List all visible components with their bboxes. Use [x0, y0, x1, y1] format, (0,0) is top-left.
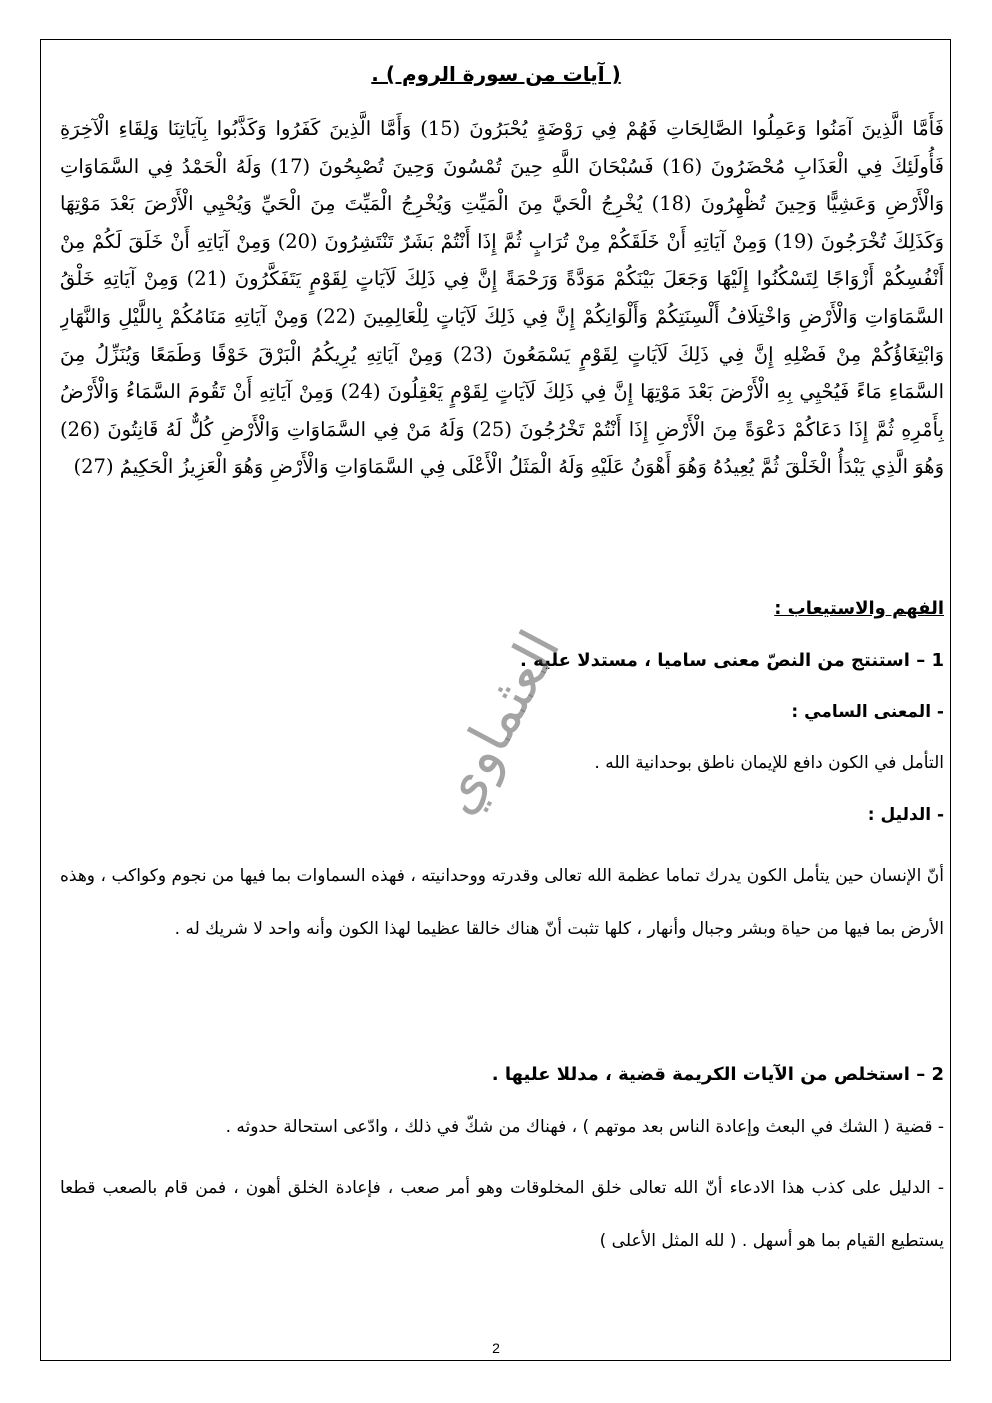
document-title: ( آيات من سورة الروم ) .	[371, 62, 621, 86]
meaning-label: - المعنى السامي :	[791, 702, 944, 722]
meaning-text: التأمل في الكون دافع للإيمان ناطق بوحدانية الله .	[594, 753, 944, 773]
issue-text: - قضية ( الشك في البعث وإعادة الناس بعد موتهم ) ، فهناك من شكّ في ذلك ، وادّعى استحالة حدوثه .	[225, 1117, 944, 1137]
evidence-label: - الدليل :	[867, 805, 944, 825]
question-1: 1 – استنتج من النصّ معنى ساميا ، مستدلا عليه .	[519, 650, 944, 671]
quran-verses: فَأَمَّا الَّذِينَ آمَنُوا وَعَمِلُوا الصَّالِحَاتِ فَهُمْ فِي رَوْضَةٍ يُحْبَرُونَ (15) وَأَمَّا الَّذِينَ كَفَرُوا وَكَذَّبُوا بِآيَاتِنَا وَلِقَاءِ الْآخِرَةِ فَأُولَئِكَ فِي الْعَذَابِ مُحْضَرُونَ (16) فَسُبْحَانَ اللَّهِ حِينَ تُمْسُونَ وَحِينَ تُصْبِحُونَ (17) وَلَهُ الْحَمْدُ فِي السَّمَاوَاتِ وَالْأَرْضِ وَعَشِيًّا وَحِينَ تُظْهِرُونَ (18) يُخْرِجُ الْحَيَّ مِنَ الْمَيِّتِ وَيُخْرِجُ الْمَيِّتَ مِنَ الْحَيِّ وَيُحْيِي الْأَرْضَ بَعْدَ مَوْتِهَا وَكَذَلِكَ تُخْرَجُونَ (19) وَمِنْ آيَاتِهِ أَنْ خَلَقَكُمْ مِنْ تُرَابٍ ثُمَّ إِذَا أَنْتُمْ بَشَرٌ تَنْتَشِرُونَ (20) وَمِنْ آيَاتِهِ أَنْ خَلَقَ لَكُمْ مِنْ أَنْفُسِكُمْ أَزْوَاجًا لِتَسْكُنُوا إِلَيْهَا وَجَعَلَ بَيْنَكُمْ مَوَدَّةً وَرَحْمَةً إِنَّ فِي ذَلِكَ لَآيَاتٍ لِقَوْمٍ يَتَفَكَّرُونَ (21) وَمِنْ آيَاتِهِ خَلْقُ السَّمَاوَاتِ وَالْأَرْضِ وَاخْتِلَافُ أَلْسِنَتِكُمْ وَأَلْوَانِكُمْ إِنَّ فِي ذَلِكَ لَآيَاتٍ لِلْعَالِمِينَ (22) وَمِنْ آيَاتِهِ مَنَامُكُمْ بِاللَّيْلِ وَالنَّهَارِ وَابْتِغَاؤُكُمْ مِنْ فَضْلِهِ إِنَّ فِي ذَلِكَ لَآيَاتٍ لِقَوْمٍ يَسْمَعُونَ (23) وَمِنْ آيَاتِهِ يُرِيكُمُ الْبَرْقَ خَوْفًا وَطَمَعًا وَيُنَزِّلُ مِنَ السَّمَاءِ مَاءً فَيُحْيِي بِهِ الْأَرْضَ بَعْدَ مَوْتِهَا إِنَّ فِي ذَلِكَ لَآيَاتٍ لِقَوْمٍ يَعْقِلُونَ (24) وَمِنْ آيَاتِهِ أَنْ تَقُومَ السَّمَاءُ وَالْأَرْضُ بِأَمْرِهِ ثُمَّ إِذَا دَعَاكُمْ دَعْوَةً مِنَ الْأَرْضِ إِذَا أَنْتُمْ تَخْرُجُونَ (25) وَلَهُ مَنْ فِي السَّمَاوَاتِ وَالْأَرْضِ كُلٌّ لَهُ قَانِتُونَ (26) وَهُوَ الَّذِي يَبْدَأُ الْخَلْقَ ثُمَّ يُعِيدُهُ وَهُوَ أَهْوَنُ عَلَيْهِ وَلَهُ الْمَثَلُ الْأَعْلَى فِي السَّمَاوَاتِ وَالْأَرْضِ وَهُوَ الْعَزِيزُ الْحَكِيمُ (27)	[60, 117, 944, 479]
question-2: 2 – استخلص من الآيات الكريمة قضية ، مدللا عليها .	[491, 1064, 944, 1085]
page-number: 2	[492, 1340, 500, 1356]
proof-text: - الدليل على كذب هذا الادعاء أنّ الله تعالى خلق المخلوقات وهو أمر صعب ، فإعادة الخلق أهون ، فمن قام بالصعب قطعا يستطيع القيام بما هو أسهل . ( لله المثل الأعلى )	[60, 1178, 944, 1251]
section-heading: الفهم والاستيعاب :	[774, 598, 944, 619]
evidence-text: أنّ الإنسان حين يتأمل الكون يدرك تماما عظمة الله تعالى وقدرته ووحدانيته ، فهذه السماوات بما فيها من نجوم وكواكب ، وهذه الأرض بما فيها من حياة وبشر وجبال وأنهار ، كلها تثبت أنّ هناك خالقا عظيما لهذا الكون وأنه واحد لا شريك له .	[60, 866, 944, 939]
watermark: العثماوي	[423, 620, 574, 825]
